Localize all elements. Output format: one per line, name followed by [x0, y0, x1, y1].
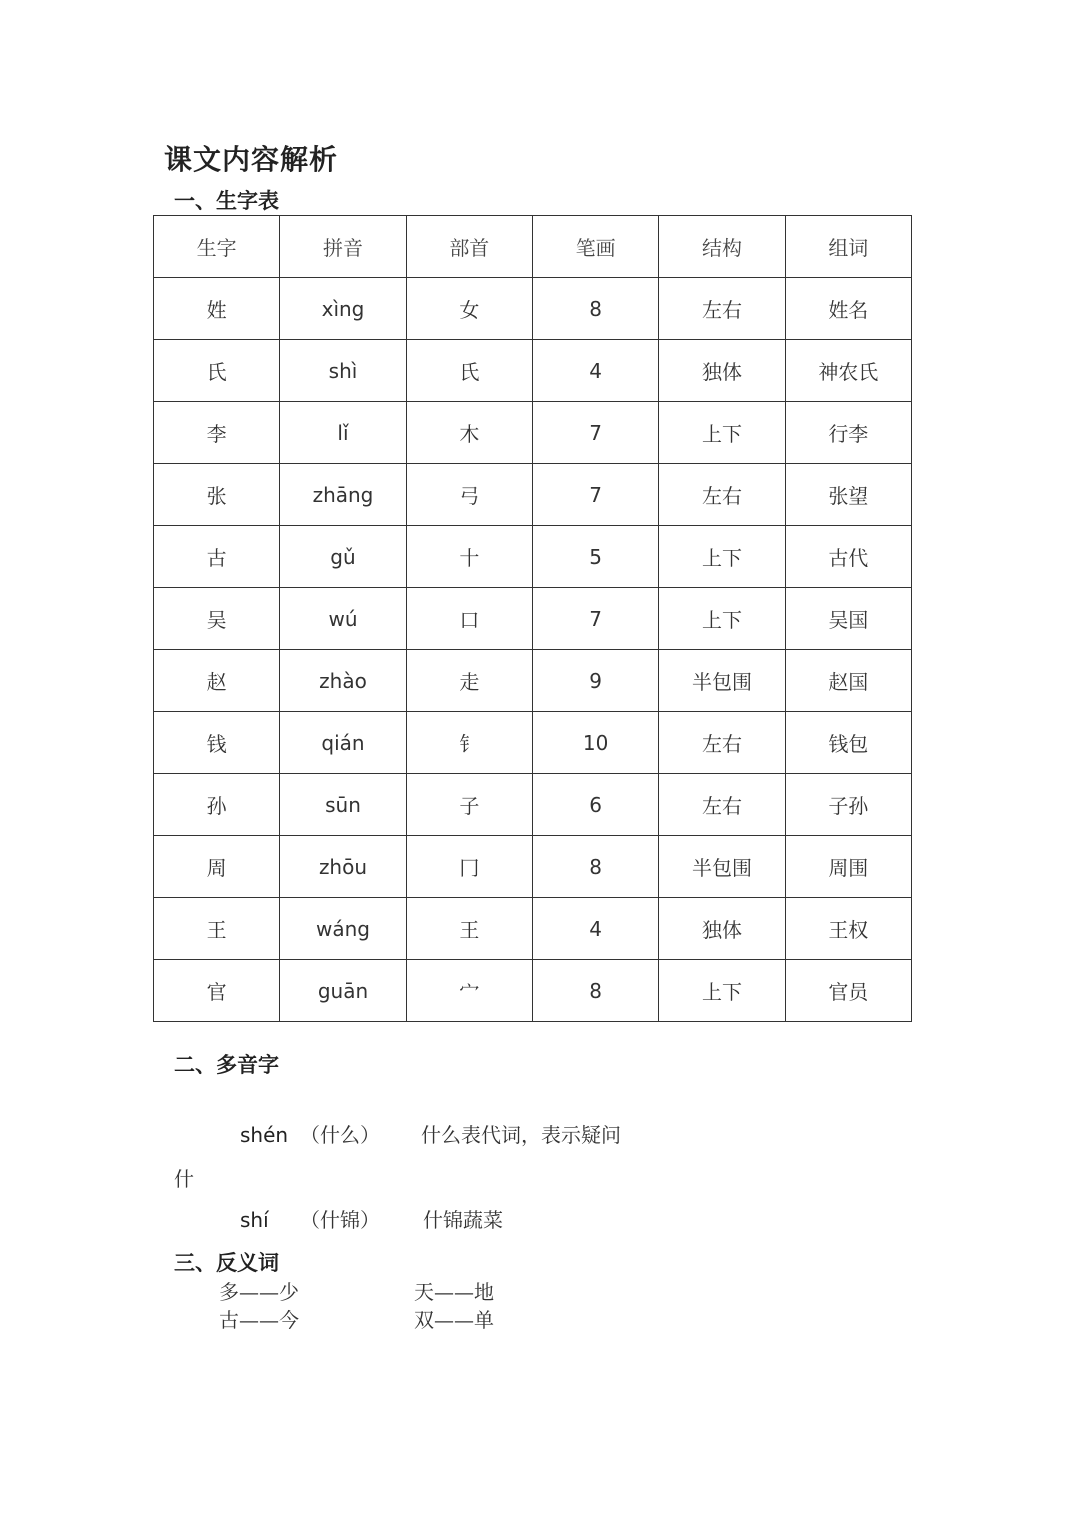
table-row	[154, 712, 912, 774]
cell-character: 古	[154, 526, 280, 588]
cell-word: 子孙	[785, 774, 911, 836]
cell-word: 姓名	[785, 278, 911, 340]
cell-structure: 上下	[659, 526, 785, 588]
cell-radical: 子	[406, 774, 532, 836]
table-row	[154, 898, 912, 960]
page-title: 课文内容解析	[164, 143, 339, 176]
cell-structure: 独体	[659, 340, 785, 402]
cell-strokes: 4	[532, 898, 658, 960]
cell-pinyin: wú	[280, 588, 406, 650]
cell-word: 钱包	[785, 712, 911, 774]
polyphone-reading-1-pinyin: shén	[240, 1123, 289, 1147]
column-header: 拼音	[280, 216, 406, 278]
cell-pinyin: zhōu	[280, 836, 406, 898]
cell-pinyin: gǔ	[280, 526, 406, 588]
cell-character: 周	[154, 836, 280, 898]
character-table	[153, 215, 912, 1022]
cell-pinyin: sūn	[280, 774, 406, 836]
column-header: 部首	[406, 216, 532, 278]
cell-pinyin: shì	[280, 340, 406, 402]
cell-pinyin: guān	[280, 960, 406, 1022]
polyphone-reading-2-word: （什锦）	[300, 1208, 380, 1232]
polyphone-reading-2-explanation: 什锦蔬菜	[423, 1208, 503, 1232]
cell-pinyin: lǐ	[280, 402, 406, 464]
column-header: 笔画	[532, 216, 658, 278]
table-row	[154, 774, 912, 836]
column-header: 生字	[154, 216, 280, 278]
cell-strokes: 5	[532, 526, 658, 588]
cell-pinyin: qián	[280, 712, 406, 774]
cell-structure: 上下	[659, 960, 785, 1022]
table-row	[154, 278, 912, 340]
cell-character: 姓	[154, 278, 280, 340]
cell-word: 张望	[785, 464, 911, 526]
cell-word: 吴国	[785, 588, 911, 650]
cell-radical: 氏	[406, 340, 532, 402]
cell-word: 官员	[785, 960, 911, 1022]
table-body	[154, 278, 912, 1022]
cell-structure: 独体	[659, 898, 785, 960]
cell-radical: 走	[406, 650, 532, 712]
cell-radical: 十	[406, 526, 532, 588]
cell-character: 赵	[154, 650, 280, 712]
cell-structure: 半包围	[659, 836, 785, 898]
table-row	[154, 402, 912, 464]
column-header: 组词	[785, 216, 911, 278]
cell-character: 李	[154, 402, 280, 464]
cell-strokes: 4	[532, 340, 658, 402]
table-row	[154, 464, 912, 526]
cell-word: 周围	[785, 836, 911, 898]
table-row	[154, 650, 912, 712]
cell-strokes: 8	[532, 960, 658, 1022]
section-heading-characters: 一、生字表	[174, 188, 279, 213]
cell-structure: 左右	[659, 464, 785, 526]
cell-word: 赵国	[785, 650, 911, 712]
cell-strokes: 8	[532, 278, 658, 340]
table-row	[154, 960, 912, 1022]
table-row	[154, 836, 912, 898]
cell-character: 王	[154, 898, 280, 960]
polyphone-reading-2-pinyin: shí	[240, 1208, 269, 1232]
antonym-pair: 天——地	[414, 1280, 494, 1304]
cell-radical: 钅	[406, 712, 532, 774]
cell-pinyin: zhāng	[280, 464, 406, 526]
cell-radical: 口	[406, 588, 532, 650]
cell-radical: 女	[406, 278, 532, 340]
cell-structure: 左右	[659, 712, 785, 774]
cell-pinyin: xìng	[280, 278, 406, 340]
table-row	[154, 588, 912, 650]
cell-radical: 宀	[406, 960, 532, 1022]
cell-character: 钱	[154, 712, 280, 774]
table-row	[154, 340, 912, 402]
polyphone-reading-1-word: （什么）	[300, 1123, 380, 1147]
cell-structure: 左右	[659, 774, 785, 836]
cell-structure: 上下	[659, 402, 785, 464]
cell-character: 张	[154, 464, 280, 526]
cell-strokes: 7	[532, 464, 658, 526]
cell-character: 孙	[154, 774, 280, 836]
cell-strokes: 7	[532, 588, 658, 650]
cell-character: 官	[154, 960, 280, 1022]
cell-radical: 木	[406, 402, 532, 464]
cell-word: 行李	[785, 402, 911, 464]
antonym-pair: 多——少	[219, 1280, 299, 1304]
cell-character: 吴	[154, 588, 280, 650]
table-row	[154, 526, 912, 588]
cell-pinyin: wáng	[280, 898, 406, 960]
cell-strokes: 8	[532, 836, 658, 898]
cell-word: 古代	[785, 526, 911, 588]
cell-structure: 左右	[659, 278, 785, 340]
cell-radical: 王	[406, 898, 532, 960]
cell-character: 氏	[154, 340, 280, 402]
cell-word: 神农氏	[785, 340, 911, 402]
section-heading-antonyms: 三、反义词	[174, 1250, 279, 1275]
section-heading-polyphones: 二、多音字	[174, 1052, 279, 1077]
cell-radical: 弓	[406, 464, 532, 526]
cell-word: 王权	[785, 898, 911, 960]
cell-strokes: 7	[532, 402, 658, 464]
column-header: 结构	[659, 216, 785, 278]
polyphone-reading-1-explanation: 什么表代词，表示疑问	[421, 1123, 621, 1147]
table-header-row	[154, 216, 912, 278]
cell-strokes: 9	[532, 650, 658, 712]
cell-structure: 半包围	[659, 650, 785, 712]
cell-structure: 上下	[659, 588, 785, 650]
cell-radical: 冂	[406, 836, 532, 898]
polyphone-character: 什	[174, 1167, 194, 1191]
antonym-pair: 古——今	[219, 1308, 299, 1332]
antonym-pair: 双——单	[414, 1308, 494, 1332]
cell-strokes: 10	[532, 712, 658, 774]
cell-pinyin: zhào	[280, 650, 406, 712]
cell-strokes: 6	[532, 774, 658, 836]
